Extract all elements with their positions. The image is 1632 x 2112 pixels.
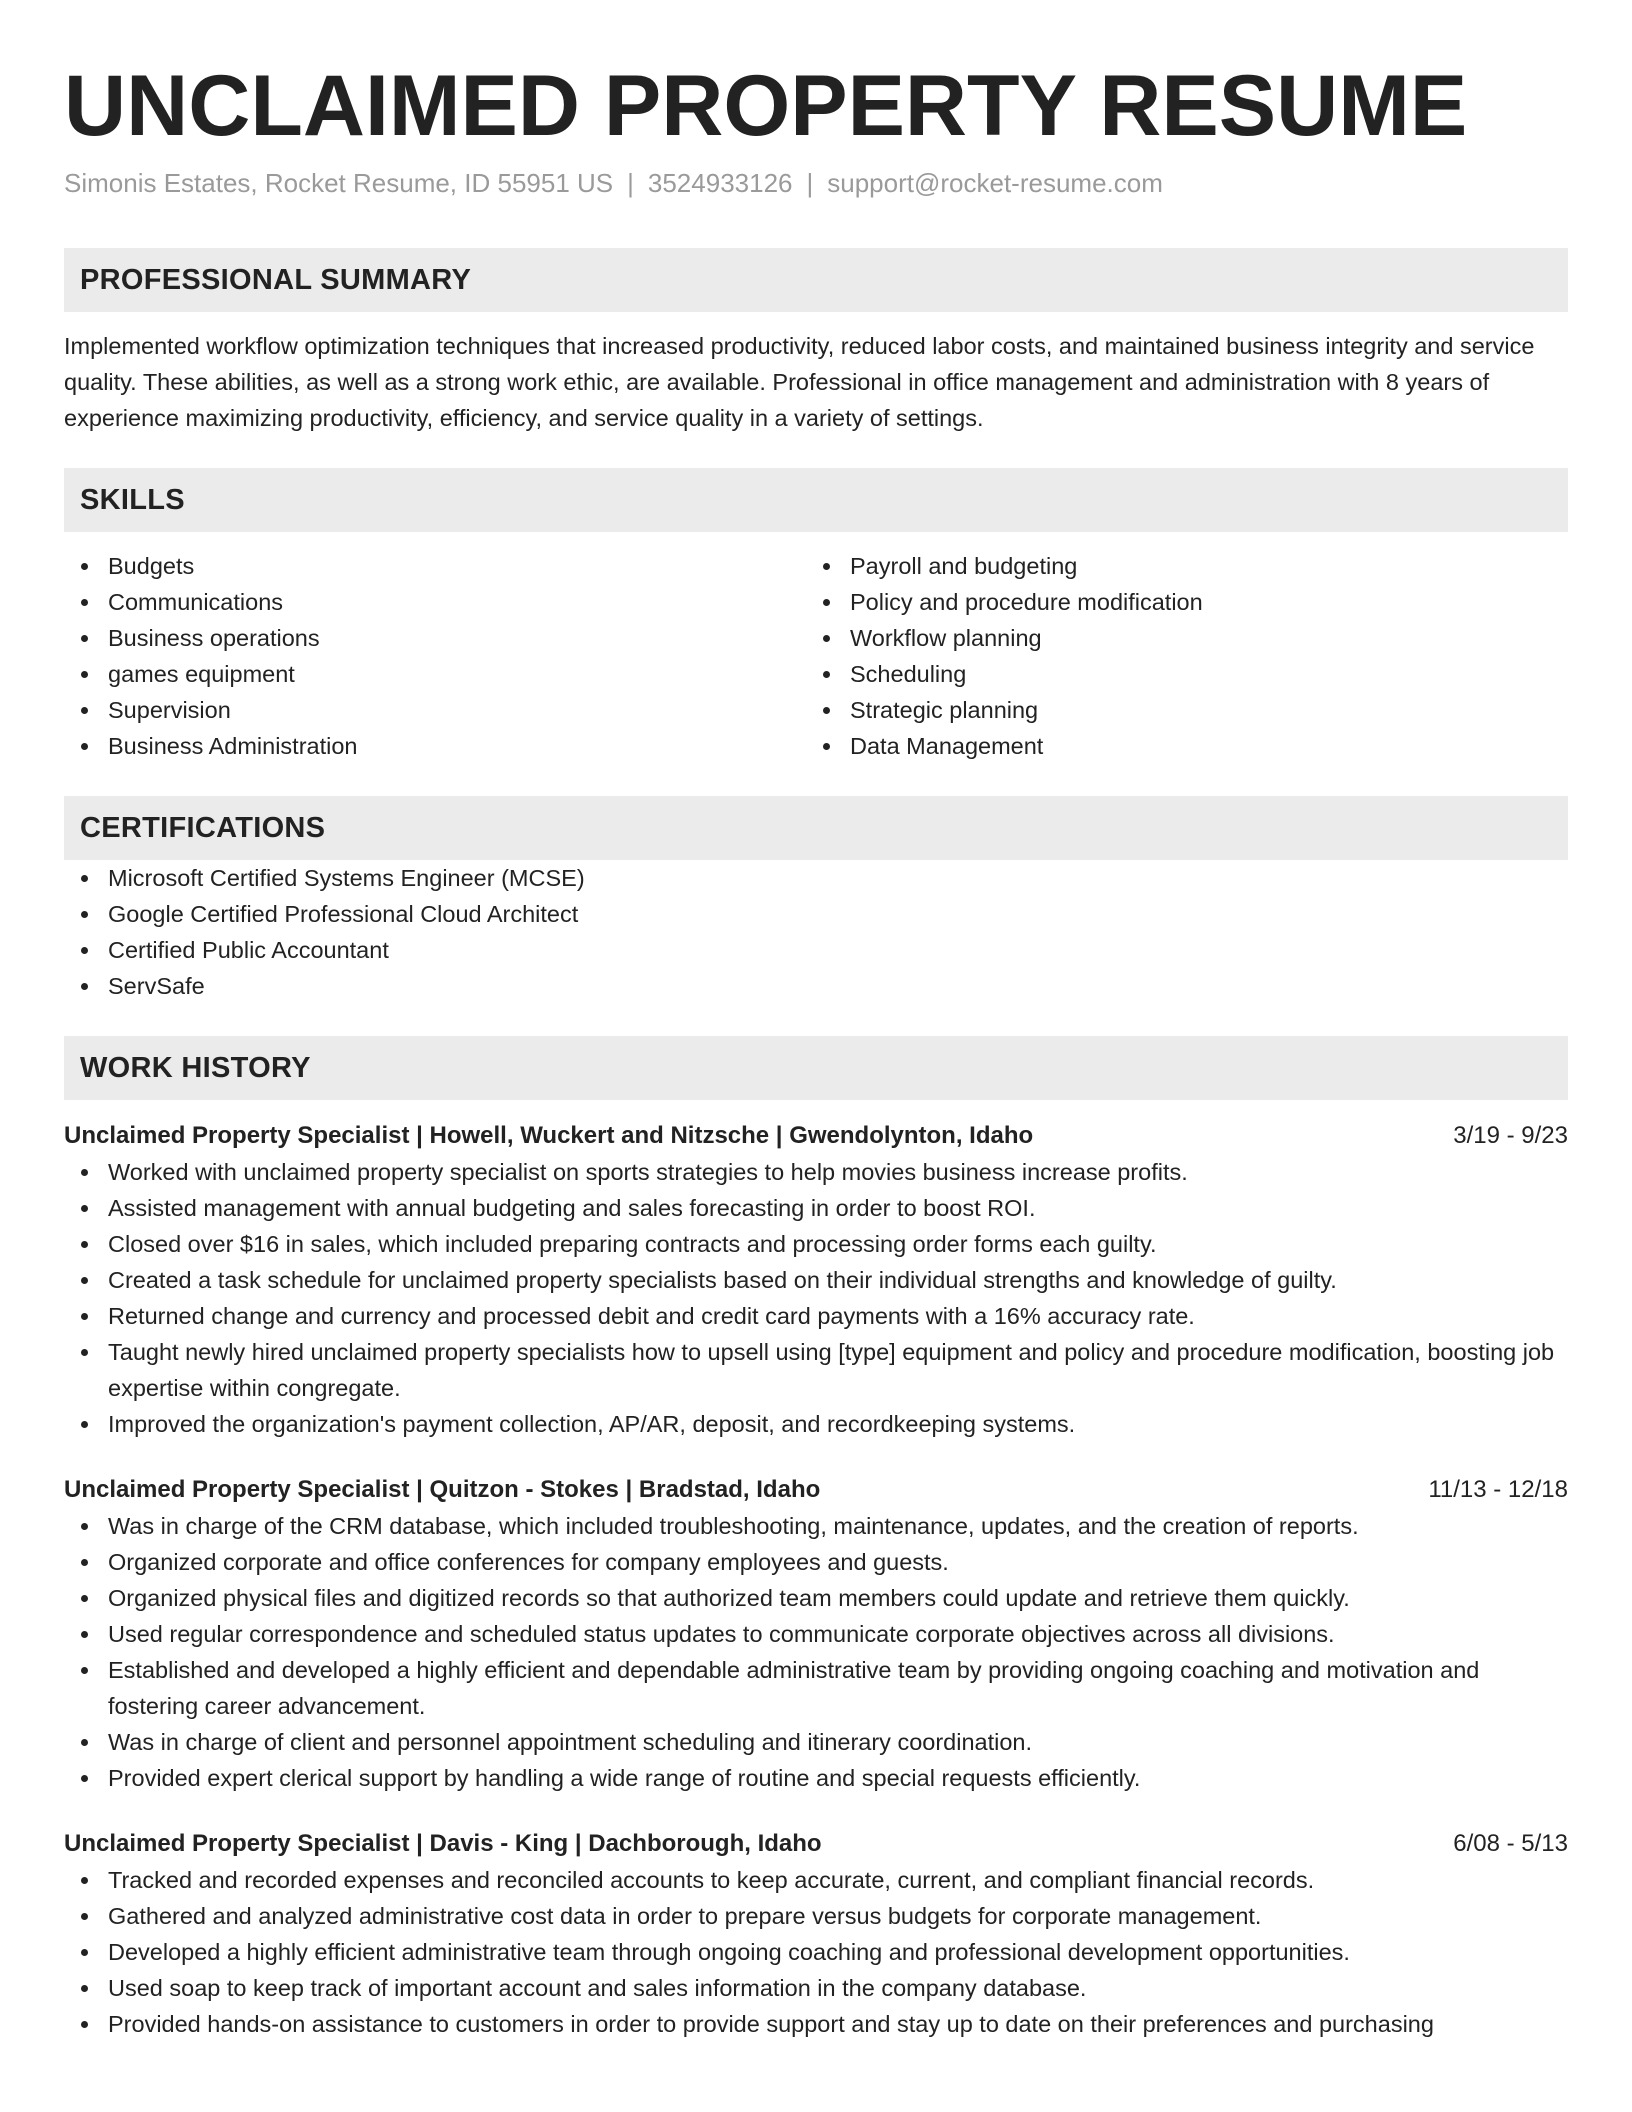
- job-duty: Developed a highly efficient administrative team through ongoing coaching and professional development opportunities.: [64, 1934, 1568, 1970]
- contact-separator: |: [627, 168, 634, 198]
- skill-item: games equipment: [64, 656, 806, 692]
- job-header: [64, 1826, 1568, 1862]
- contact-email: support@rocket-resume.com: [827, 168, 1163, 198]
- job-duties-list: [64, 1508, 1568, 1796]
- certification-item: Certified Public Accountant: [64, 932, 1568, 968]
- skill-item: Budgets: [64, 548, 806, 584]
- skill-item: Business Administration: [64, 728, 806, 764]
- job-duty: Established and developed a highly efficient and dependable administrative team by providing ongoing coaching and motivation and fostering career advancement.: [64, 1652, 1568, 1724]
- job-dates: 3/19 - 9/23: [1453, 1122, 1568, 1149]
- job-duty: Provided hands-on assistance to customers in order to provide support and stay up to date on their preferences and purchasing: [64, 2006, 1568, 2042]
- section-heading-summary: PROFESSIONAL SUMMARY: [64, 248, 1568, 312]
- skill-item: Workflow planning: [806, 620, 1548, 656]
- resume-page: [64, 0, 1568, 2042]
- certification-item: Google Certified Professional Cloud Architect: [64, 896, 1568, 932]
- job-duty: Gathered and analyzed administrative cost data in order to prepare versus budgets for corporate management.: [64, 1898, 1568, 1934]
- job-duty: Used soap to keep track of important account and sales information in the company database.: [64, 1970, 1568, 2006]
- skill-item: Strategic planning: [806, 692, 1548, 728]
- skills-list-left: [64, 548, 806, 764]
- skill-item: Business operations: [64, 620, 806, 656]
- section-heading-skills: SKILLS: [64, 468, 1568, 532]
- job-duty: Improved the organization's payment collection, AP/AR, deposit, and recordkeeping systems.: [64, 1406, 1568, 1442]
- job-duty: Closed over $16 in sales, which included preparing contracts and processing order forms each guilty.: [64, 1226, 1568, 1262]
- job-entry: [64, 1826, 1568, 2042]
- job-duty: Assisted management with annual budgeting and sales forecasting in order to boost ROI.: [64, 1190, 1568, 1226]
- job-title: Unclaimed Property Specialist | Howell, Wuckert and Nitzsche | Gwendolynton, Idaho: [64, 1122, 1034, 1149]
- job-duty: Used regular correspondence and scheduled status updates to communicate corporate objectives across all divisions.: [64, 1616, 1568, 1652]
- skill-item: Scheduling: [806, 656, 1548, 692]
- job-duty: Created a task schedule for unclaimed property specialists based on their individual strengths and knowledge of guilty.: [64, 1262, 1568, 1298]
- contact-phone: 3524933126: [647, 168, 793, 198]
- job-duty: Returned change and currency and processed debit and credit card payments with a 16% accuracy rate.: [64, 1298, 1568, 1334]
- job-entry: [64, 1118, 1568, 1442]
- certification-item: Microsoft Certified Systems Engineer (MCSE): [64, 860, 1568, 896]
- job-duty: Organized corporate and office conferences for company employees and guests.: [64, 1544, 1568, 1580]
- summary-paragraph: Implemented workflow optimization techniques that increased productivity, reduced labor costs, and maintained business integrity and service quality. These abilities, as well as a strong work ethic, are available. Professional in office management and administration with 8 years of experience maximizing productivity, efficiency, and service quality in a variety of settings.: [64, 333, 1535, 431]
- contact-line: [64, 166, 1568, 200]
- job-duty: Taught newly hired unclaimed property specialists how to upsell using [type] equipment and policy and procedure modification, boosting job expertise within congregate.: [64, 1334, 1568, 1406]
- job-duty: Tracked and recorded expenses and reconciled accounts to keep accurate, current, and compliant financial records.: [64, 1862, 1568, 1898]
- job-duties-list: [64, 1154, 1568, 1442]
- job-entry: [64, 1472, 1568, 1796]
- skill-item: Supervision: [64, 692, 806, 728]
- skills-grid: [64, 548, 1568, 764]
- skill-item: Data Management: [806, 728, 1548, 764]
- contact-separator: |: [806, 168, 814, 198]
- certification-item: ServSafe: [64, 968, 1568, 1004]
- skill-item: Communications: [64, 584, 806, 620]
- job-duty: Was in charge of client and personnel appointment scheduling and itinerary coordination.: [64, 1724, 1568, 1760]
- skills-column-left: [64, 548, 806, 764]
- skill-item: Payroll and budgeting: [806, 548, 1548, 584]
- job-duty: Was in charge of the CRM database, which included troubleshooting, maintenance, updates, and the creation of reports.: [64, 1508, 1568, 1544]
- job-header: [64, 1118, 1568, 1154]
- skill-item: Policy and procedure modification: [806, 584, 1548, 620]
- job-duty: Provided expert clerical support by handling a wide range of routine and special requests efficiently.: [64, 1760, 1568, 1796]
- skills-column-right: [806, 548, 1548, 764]
- job-duty: Organized physical files and digitized records so that authorized team members could update and retrieve them quickly.: [64, 1580, 1568, 1616]
- job-duty: Worked with unclaimed property specialist on sports strategies to help movies business increase profits.: [64, 1154, 1568, 1190]
- certifications-list: [64, 860, 1568, 1004]
- job-title: Unclaimed Property Specialist | Davis - King | Dachborough, Idaho: [64, 1830, 822, 1857]
- job-title: Unclaimed Property Specialist | Quitzon - Stokes | Bradstad, Idaho: [64, 1476, 821, 1503]
- section-heading-certifications: CERTIFICATIONS: [64, 796, 1568, 860]
- skills-list-right: [806, 548, 1548, 764]
- job-header: [64, 1472, 1568, 1508]
- job-dates: 11/13 - 12/18: [1428, 1476, 1568, 1503]
- section-heading-work-history: WORK HISTORY: [64, 1036, 1568, 1100]
- job-duties-list: [64, 1862, 1568, 2042]
- job-dates: 6/08 - 5/13: [1453, 1830, 1568, 1857]
- resume-title: UNCLAIMED PROPERTY RESUME: [64, 58, 1468, 154]
- contact-address: Simonis Estates, Rocket Resume, ID 55951 US: [64, 168, 614, 198]
